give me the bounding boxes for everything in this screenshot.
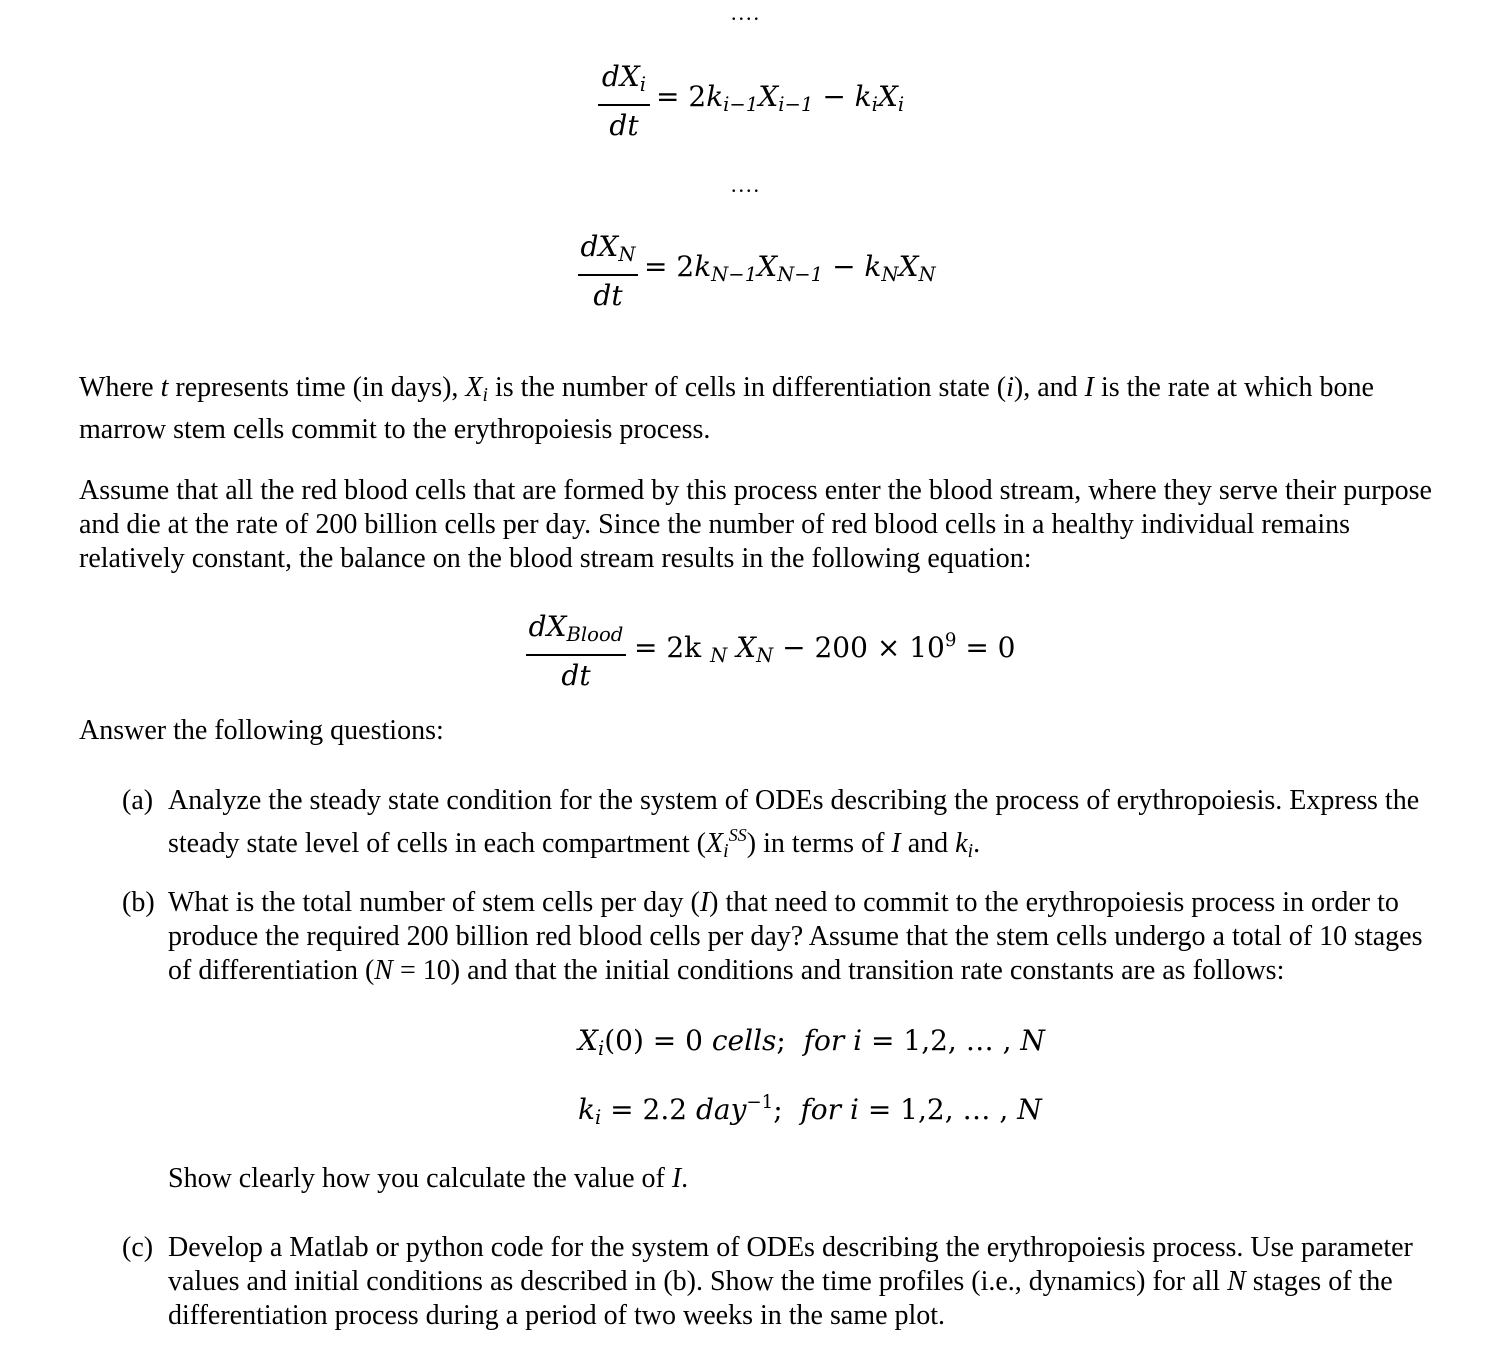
eq-blood-denominator: dt xyxy=(561,658,591,692)
question-a xyxy=(122,784,1432,869)
question-c-text: Develop a Matlab or python code for the system of ODEs describing the erythropoiesis process. Use parameter values and initial conditions as described in (b). Show the time profiles (i.e., dynamics) for all N stages of the differentiation process during a period of two weeks in the same plot. xyxy=(168,1232,1413,1331)
question-a-label: (a) xyxy=(122,785,154,816)
question-c-label: (c) xyxy=(122,1232,154,1263)
ellipsis-top: .... xyxy=(731,0,761,25)
question-b-text: What is the total number of stem cells per day (I) that need to commit to the erythropoiesis process in order to produce the required 200 billion red blood cells per day? Assume that the stem cells undergo a total of 10 stages of differentiation (N = 10) and that the initial conditions and transition rate constants are as follows: xyxy=(168,887,1423,986)
definitions-paragraph: Where t represents time (in days), $X_i$ is the number of cells in differentiation state (i), and I is the rate at which bone marrow stem cells commit to the erythropoiesis process. xyxy=(79,372,1374,445)
initial-condition: $X_i(0) = 0$ cells; for i = 1,2, … , N xyxy=(578,1024,1045,1060)
eq-n-numerator: $dX_N$ xyxy=(578,228,638,276)
question-c xyxy=(122,1231,1432,1333)
eq-i-denominator: dt xyxy=(609,108,639,142)
eq-n-rhs: = $2k_{N-1}X_{N-1} - k_NX_N$ xyxy=(644,250,936,286)
question-b xyxy=(122,886,1432,988)
rate-constant: $k_i = 2.2$ day$^{-1}$; for i = 1,2, … , N xyxy=(578,1092,1042,1129)
show-calculation: Show clearly how you calculate the value of I. xyxy=(168,1163,689,1194)
ellipsis-middle: .... xyxy=(731,172,761,197)
eq-blood-numerator: $dX_{Blood}$ xyxy=(526,608,626,656)
answer-intro: Answer the following questions: xyxy=(79,715,444,746)
condition-text-source xyxy=(0,0,1,1)
question-a-text: Analyze the steady state condition for the system of ODEs describing the process of erythropoiesis. Express the steady state level of cells in each compartment $(X_i^{SS})$ in terms of I and $k_i$. xyxy=(168,785,1420,862)
assumption-paragraph: Assume that all the red blood cells that are formed by this process enter the blood stream, where they serve their purpose and die at the rate of 200 billion cells per day. Since the number of red blood cells in a healthy individual remains relatively constant, the balance on the blood stream results in the following equation: xyxy=(79,475,1432,574)
eq-i-numerator: $dX_i$ xyxy=(598,58,650,106)
eq-i-rhs: = $2k_{i-1}X_{i-1} - k_iX_i$ xyxy=(656,80,905,116)
eq-blood-rhs: = 2k $_N$ $X_N - 200 \times 10^9 = 0$ xyxy=(634,630,1016,667)
eq-n-denominator: dt xyxy=(593,278,623,312)
question-b-label: (b) xyxy=(122,887,155,918)
